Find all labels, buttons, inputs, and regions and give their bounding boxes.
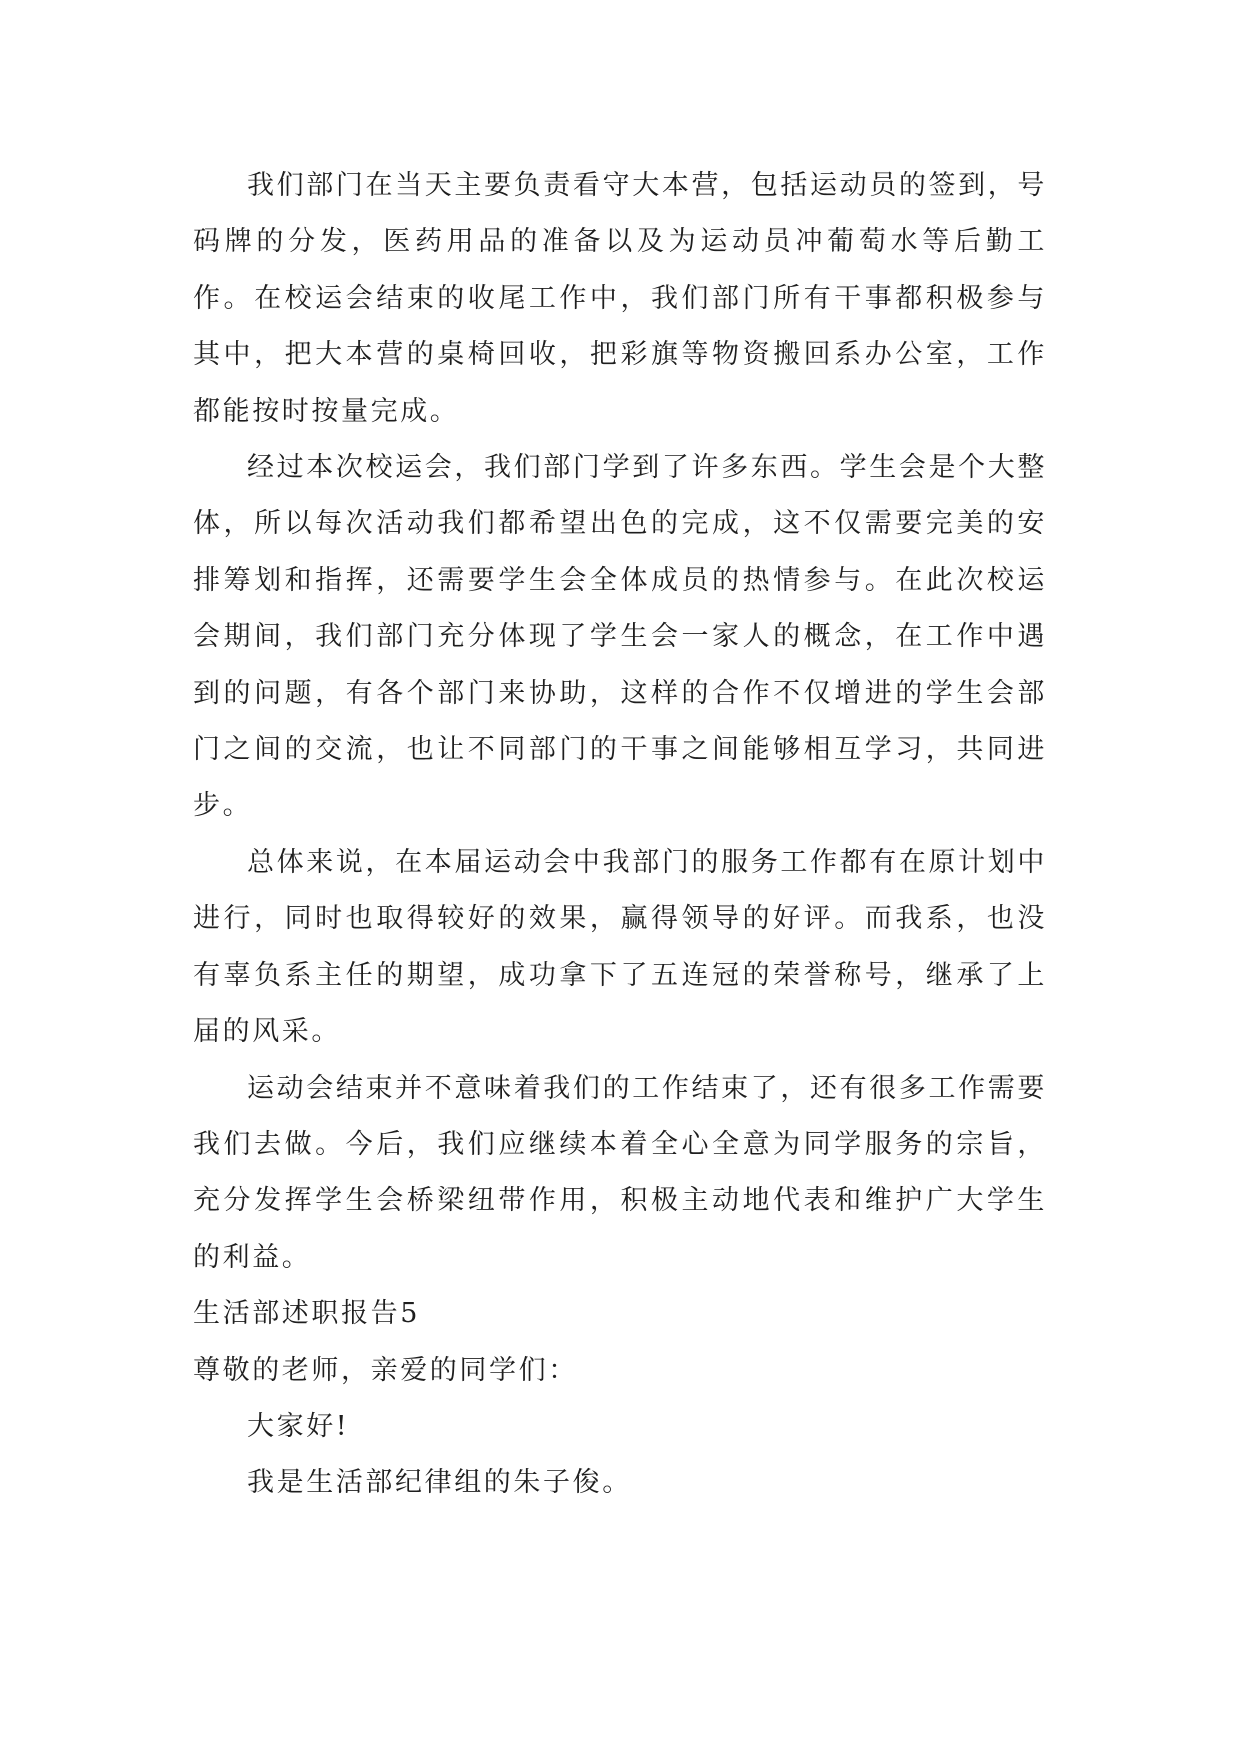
greeting: 大家好! — [247, 1410, 350, 1442]
paragraph-overall-summary: 总体来说，在本届运动会中我部门的服务工作都有在原计划中进行，同时也取得较好的效果，赢得领导的好评。而我系，也没有辜负系主任的期望，成功拿下了五连冠的荣誉称号，继承了上届的风采。 — [193, 846, 1047, 1048]
self-introduction: 我是生活部纪律组的朱子俊。 — [247, 1467, 632, 1499]
document-body — [193, 158, 1047, 1512]
paragraph-logistics-work: 我们部门在当天主要负责看守大本营，包括运动员的签到，号码牌的分发，医药用品的准备以及为运动员冲葡萄水等后勤工作。在校运会结束的收尾工作中，我们部门所有干事都积极参与其中，把大本营的桌椅回收，把彩旗等物资搬回系办公室，工作都能按时按量完成。 — [193, 170, 1047, 427]
paragraph-future-work: 运动会结束并不意味着我们的工作结束了，还有很多工作需要我们去做。今后，我们应继续本着全心全意为同学服务的宗旨，充分发挥学生会桥梁纽带作用，积极主动地代表和维护广大学生的利益。 — [193, 1072, 1047, 1273]
salutation: 尊敬的老师，亲爱的同学们： — [193, 1354, 578, 1386]
section-title: 生活部述职报告5 — [193, 1298, 420, 1330]
paragraph-lessons-learned: 经过本次校运会，我们部门学到了许多东西。学生会是个大整体，所以每次活动我们都希望出色的完成，这不仅需要完美的安排筹划和指挥，还需要学生会全体成员的热情参与。在此次校运会期间，我们部门充分体现了学生会一家人的概念，在工作中遇到的问题，有各个部门来协助，这样的合作不仅增进的学生会部门之间的交流，也让不同部门的干事之间能够相互学习，共同进步。 — [193, 452, 1047, 822]
